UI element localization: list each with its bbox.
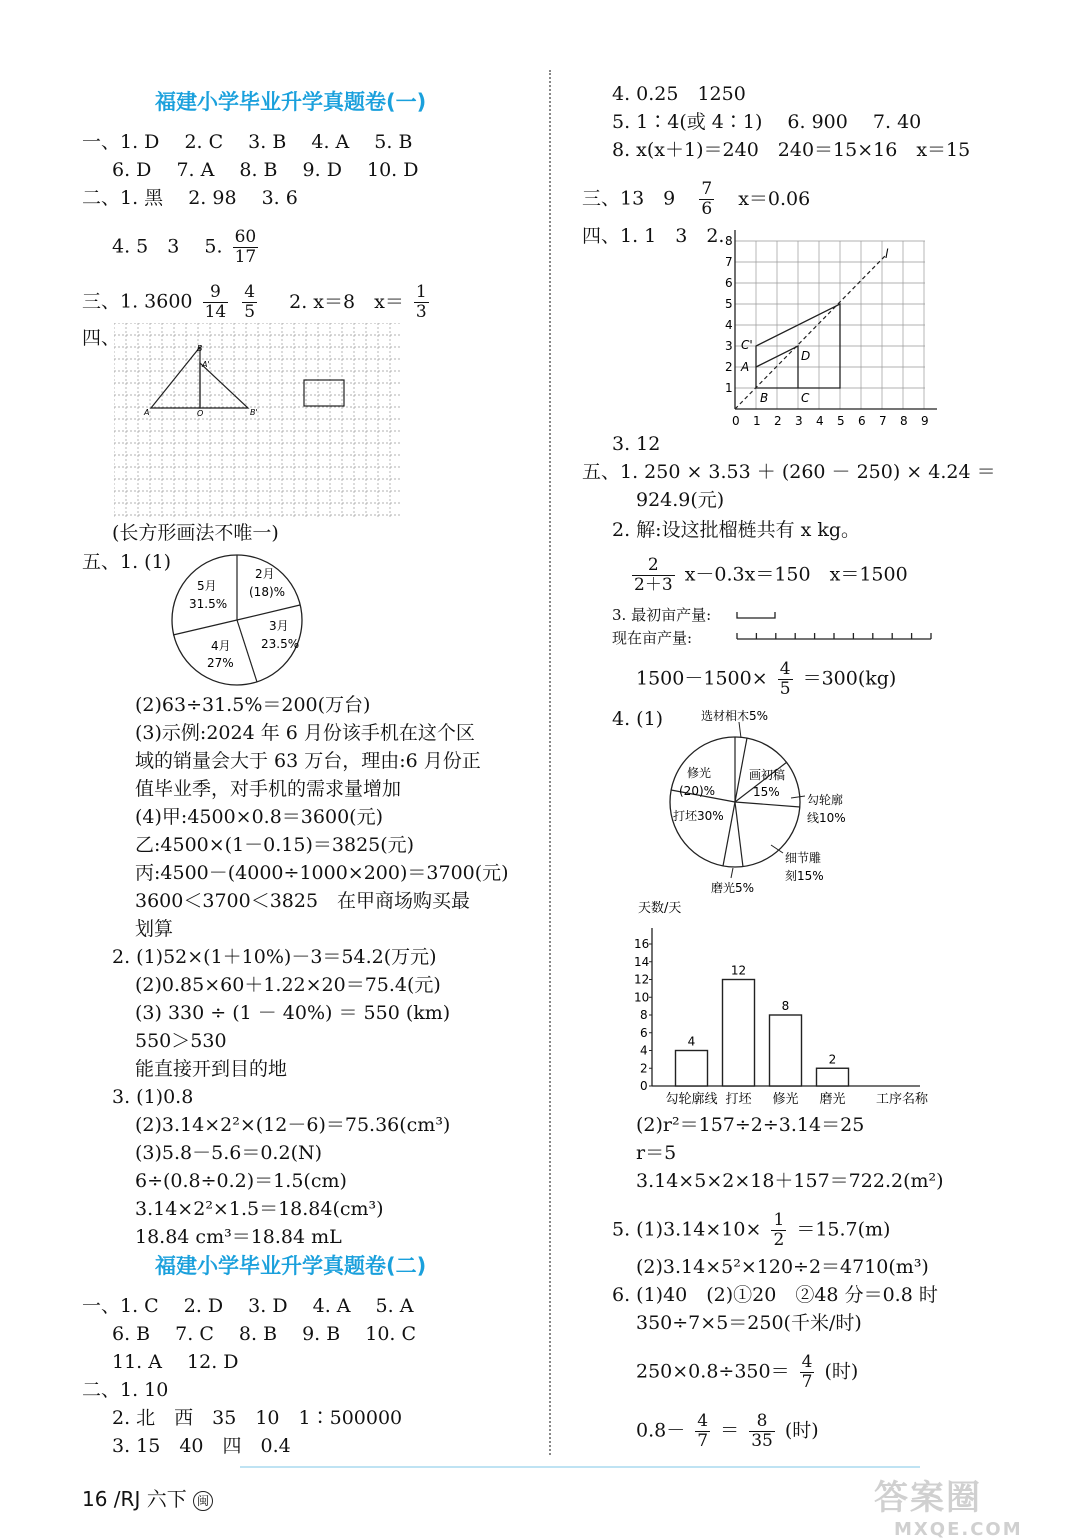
- pie1-may-pct: 31.5%: [189, 597, 228, 611]
- bar-ylabel: 天数/天: [638, 901, 682, 916]
- y-tick-label: 3: [725, 339, 733, 353]
- label-a: A: [144, 408, 150, 417]
- bar-y-tick-label: 14: [634, 954, 650, 969]
- y-tick-label: 5: [725, 297, 733, 311]
- bar-category-label: 修光: [772, 1092, 799, 1107]
- pie2-xijie-pct: 刻15%: [785, 869, 824, 883]
- answer-line: 域的销量会大于 63 万台，理由:6 月份正: [135, 750, 481, 772]
- watermark: [874, 1470, 1059, 1540]
- label-b: B: [197, 344, 203, 353]
- answer-line: 6. (1)40 (2)①20 ②48 分＝0.8 时: [612, 1284, 938, 1306]
- x-tick-label: 6: [858, 414, 866, 428]
- bar-value-label: 8: [781, 999, 790, 1013]
- bar-chart-days: [630, 898, 930, 1110]
- x-tick-label: 7: [879, 414, 887, 428]
- answer-line: 350÷7×5＝250(千米/时): [636, 1312, 862, 1334]
- answer-line: 924.9(元): [636, 489, 725, 511]
- bar-1: [676, 1051, 708, 1087]
- pie1-feb: 2月: [255, 567, 275, 581]
- answer-line: (4)甲:4500×0.8＝3600(元): [135, 806, 383, 828]
- answer-line: 三、1. 3600 $\frac{9}{14}$ $\frac{4}{5}$ 2. x＝8 x＝ $\frac{1}{3}$: [82, 282, 427, 322]
- footer-rule: [240, 1466, 920, 1468]
- answer-line: 2. (1)52×(1＋10%)－3＝54.2(万元): [112, 946, 437, 968]
- answer-line: 一、1. C 2. D 3. D 4. A 5. A: [82, 1295, 414, 1317]
- answer-line: 4. 5 3 5. $\frac{60}{17}$: [112, 227, 257, 267]
- answer-line: (2)63÷31.5%＝200(万台): [135, 694, 371, 716]
- coord-label-c: C: [801, 391, 810, 405]
- answer-line: (2)0.85×60＋1.22×20＝75.4(元): [135, 974, 441, 996]
- bar-y-tick-label: 12: [634, 972, 650, 987]
- x-tick-label: 1: [753, 414, 761, 428]
- section-title-1: 福建小学毕业升学真题卷(一): [155, 90, 427, 114]
- label-b-prime: B': [250, 408, 258, 417]
- y-tick-label: 6: [725, 276, 733, 290]
- page-number: 16 /RJ 六下: [82, 1487, 187, 1511]
- pie1-mar-pct: 23.5%: [261, 637, 300, 651]
- pie1-apr-pct: 27%: [207, 656, 234, 670]
- answer-line: 乙:4500×(1－0.15)＝3825(元): [135, 834, 415, 856]
- bar-y-tick-label: 0: [640, 1079, 648, 1093]
- y-tick-label: 1: [725, 381, 733, 395]
- answer-line: 5. (1)3.14×10× $\frac{1}{2}$ ＝15.7(m): [612, 1210, 891, 1250]
- bar-category-label: 打坯: [725, 1092, 752, 1107]
- region-badge: 闽: [193, 1491, 213, 1511]
- answer-line: 18.84 cm³＝18.84 mL: [135, 1226, 342, 1248]
- pie1-feb-pct: (18)%: [249, 585, 286, 599]
- y-tick-label: 2: [725, 360, 733, 374]
- answer-line: 2. 解:设这批榴梿共有 x kg。: [612, 519, 861, 541]
- y-tick-label: 8: [725, 234, 733, 248]
- bar-value-label: 12: [730, 963, 747, 978]
- answer-line: (3)5.8－5.6＝0.2(N): [135, 1142, 323, 1164]
- answer-line: 3.14×5×2×18＋157＝722.2(m²): [636, 1170, 944, 1192]
- pie1-apr: 4月: [211, 639, 231, 653]
- x-tick-label: 5: [837, 414, 845, 428]
- pie-chart-process: [665, 700, 865, 900]
- answer-line: 6. D 7. A 8. B 9. D 10. D: [112, 159, 419, 181]
- y-tick-label: 7: [725, 255, 733, 269]
- answer-line: 五、1. 250 × 3.53 ＋ (260 － 250) × 4.24 ＝: [582, 461, 996, 483]
- y-tick-label: 4: [725, 318, 733, 332]
- answer-line: (2)3.14×2²×(12－6)＝75.36(cm³): [135, 1114, 451, 1136]
- coord-label-l: l: [885, 247, 889, 261]
- label-o: O: [197, 409, 204, 418]
- x-tick-label: 9: [921, 414, 929, 428]
- answer-line: 4. (1): [612, 708, 664, 730]
- coord-label-d: D: [801, 349, 811, 363]
- watermark-text: 答案圈: [874, 1478, 982, 1518]
- pie2-huachugao: 画初稿: [749, 768, 786, 782]
- bar-value-label: 4: [687, 1034, 696, 1049]
- answer-line: (长方形画法不唯一): [112, 522, 279, 544]
- section-title-2: 福建小学毕业升学真题卷(二): [155, 1254, 427, 1278]
- answer-line: (2)3.14×5²×120÷2＝4710(m³): [636, 1256, 929, 1278]
- triangle-rotated: [200, 363, 248, 408]
- answer-line: $\frac{2}{2+3}$ x－0.3x＝150 x＝1500: [634, 555, 908, 595]
- answer-line: 2. 北 西 35 10 1∶500000: [112, 1407, 403, 1429]
- answer-line: 8. x(x＋1)＝240 240＝15×16 x＝15: [612, 139, 971, 161]
- answer-line: (3)示例:2024 年 6 月份该手机在这个区: [135, 722, 475, 744]
- answer-line: 1500－1500× $\frac{4}{5}$ ＝300(kg): [636, 659, 897, 699]
- pie1-may: 5月: [197, 579, 217, 593]
- pie2-moguang: 磨光5%: [711, 881, 755, 895]
- answer-line: 能直接开到目的地: [135, 1058, 288, 1080]
- answer-line: 四、: [82, 327, 121, 349]
- bar-y-tick-label: 10: [634, 990, 650, 1005]
- answer-line: 6÷(0.8÷0.2)＝1.5(cm): [135, 1170, 347, 1192]
- bar-y-tick-label: 6: [640, 1025, 648, 1040]
- coordinate-graph: [725, 226, 940, 431]
- pie2-top-label: 选材相木5%: [701, 709, 769, 723]
- answer-line: 550＞530: [135, 1030, 227, 1052]
- pie2-xijie: 细节雕: [785, 851, 822, 865]
- pie2-xiuguang-pct: (20)%: [679, 784, 716, 798]
- answer-line: 0.8－ $\frac{4}{7}$ ＝ $\frac{8}{35}$ (时): [636, 1411, 819, 1451]
- answer-line: 值毕业季，对手机的需求量增加: [135, 778, 402, 800]
- bar-4: [817, 1068, 849, 1086]
- bar-y-tick-label: 8: [640, 1008, 648, 1022]
- pie2-huachugao-pct: 15%: [753, 785, 780, 799]
- bar-category-label: 勾轮廓线: [665, 1092, 718, 1107]
- answer-line: 4. 0.25 1250: [612, 83, 746, 105]
- answer-line: 二、1. 黑 2. 98 3. 6: [82, 187, 298, 209]
- coord-label-b: B: [760, 391, 769, 405]
- pie2-gouluo: 勾轮廓: [807, 793, 844, 807]
- segment-diagram: [735, 608, 935, 646]
- bar-xlabel: 工序名称: [876, 1092, 929, 1107]
- answer-line: 三、13 9 $\frac{7}{6}$ x＝0.06: [582, 179, 811, 219]
- pie2-gouluo-pct: 线10%: [807, 811, 846, 825]
- bar-3: [770, 1015, 802, 1086]
- answer-line: 5. 1∶4(或 4∶1) 6. 900 7. 40: [612, 111, 922, 133]
- x-tick-label: 3: [795, 414, 803, 428]
- answer-line: 3. (1)0.8: [112, 1086, 194, 1108]
- answer-line: 五、1. (1): [82, 551, 172, 573]
- rectangle-drawing: [304, 380, 344, 406]
- bar-y-tick-label: 4: [640, 1043, 648, 1058]
- grid-drawing: [114, 323, 400, 518]
- coord-label-a: A: [741, 360, 750, 374]
- answer-line: 250×0.8÷350＝ $\frac{4}{7}$ (时): [636, 1352, 859, 1392]
- answer-line: 一、1. D 2. C 3. B 4. A 5. B: [82, 131, 413, 153]
- triangle-original: [151, 347, 200, 408]
- answer-line: 6. B 7. C 8. B 9. B 10. C: [112, 1323, 417, 1345]
- answer-line: 3. 12: [612, 433, 661, 455]
- line-l: [735, 256, 885, 409]
- x-tick-label: 4: [816, 414, 824, 428]
- bar-y-tick-label: 2: [640, 1061, 648, 1076]
- pie2-daopi: 打坯30%: [673, 809, 724, 823]
- pie-chart-sales: [165, 550, 310, 690]
- answer-line: 划算: [135, 918, 174, 940]
- answer-line: 现在亩产量:: [612, 629, 693, 647]
- pie1-mar: 3月: [269, 619, 289, 633]
- answer-line: 二、1. 10: [82, 1379, 169, 1401]
- bar-category-label: 磨光: [819, 1092, 846, 1107]
- coord-label-c-prime: C': [741, 338, 753, 352]
- watermark-url: MXQE.COM: [894, 1519, 1023, 1540]
- x-tick-label: 8: [900, 414, 908, 428]
- x-tick-label: 2: [774, 414, 782, 428]
- bar-2: [723, 980, 755, 1087]
- answer-line: 3600＜3700＜3825 在甲商场购买最: [135, 890, 471, 912]
- bar-y-tick-label: 16: [634, 937, 650, 951]
- x-tick-label: 0: [732, 414, 740, 428]
- pie2-xiuguang: 修光: [687, 766, 712, 780]
- label-a-prime: A': [202, 360, 210, 369]
- page-footer: [82, 1483, 213, 1512]
- answer-line: 丙:4500－(4000÷1000×200)＝3700(元): [135, 862, 509, 884]
- answer-line: 3. 15 40 四 0.4: [112, 1435, 291, 1457]
- answer-line: 11. A 12. D: [112, 1351, 239, 1373]
- answer-line: 四、1. 1 3 2.: [582, 225, 725, 247]
- answer-line: (3) 330 ÷ (1 － 40%) ＝ 550 (km): [135, 1002, 451, 1024]
- answer-line: 3. 最初亩产量:: [612, 606, 712, 624]
- bar-value-label: 2: [828, 1052, 837, 1067]
- column-divider: [549, 70, 551, 1455]
- answer-line: r＝5: [636, 1142, 677, 1164]
- answer-line: 3.14×2²×1.5＝18.84(cm³): [135, 1198, 384, 1220]
- answer-line: (2)r²＝157÷2÷3.14＝25: [636, 1114, 865, 1136]
